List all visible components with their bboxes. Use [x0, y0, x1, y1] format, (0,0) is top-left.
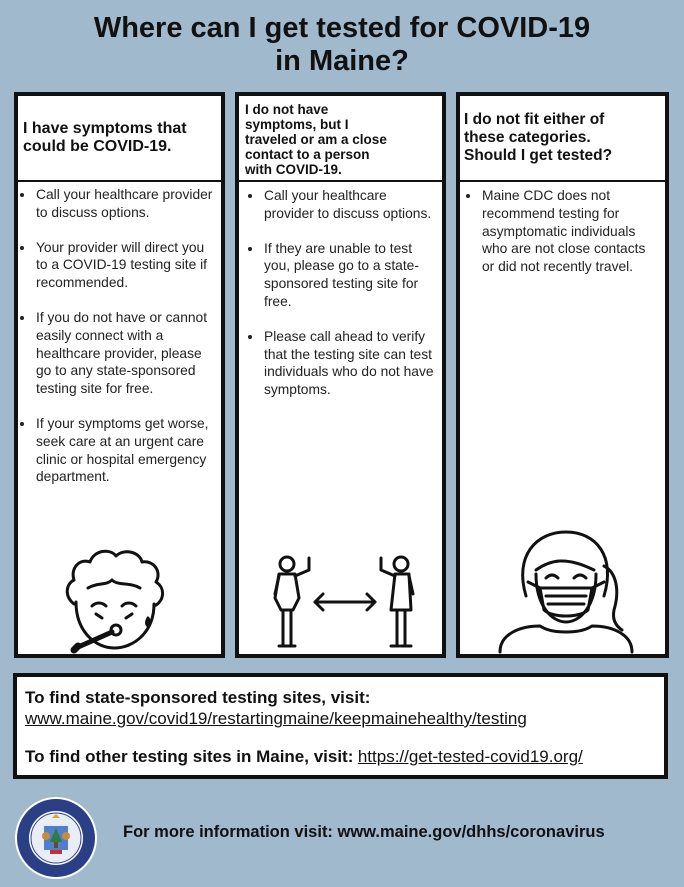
other-heading	[460, 96, 665, 182]
bullet-icon	[248, 247, 252, 251]
heading-line: Should I get tested?	[464, 147, 613, 164]
other-list	[460, 187, 665, 276]
bullet-icon	[248, 194, 252, 198]
list-item: If your symptoms get worse, seek care at an urgent care clinic or hospital emergency department.	[20, 415, 213, 486]
heading-line: with COVID-19.	[245, 162, 342, 177]
heading-line: I do not have	[245, 102, 329, 117]
list-item: Call your healthcare provider to discuss options.	[248, 187, 434, 223]
list-item: Maine CDC does not recommend testing for asymptomatic individuals who are not close contacts or did not recently travel.	[466, 187, 657, 276]
dhhs-seal-logo	[14, 796, 98, 880]
testing-sites-box	[13, 673, 668, 779]
contact-heading	[239, 96, 442, 182]
bullet-icon	[20, 422, 24, 426]
bullet-icon	[466, 194, 470, 198]
heading-line: I have symptoms that	[23, 120, 187, 137]
bullet-icon	[20, 316, 24, 320]
other-sites-link[interactable]: https://get-tested-covid19.org/	[357, 747, 583, 766]
state-sites-link[interactable]: www.maine.gov/covid19/restartingmaine/keepmainehealthy/testing	[25, 709, 527, 728]
heading-line: traveled or am a close	[245, 132, 387, 147]
heading-line: symptoms, but I	[245, 117, 349, 132]
other-sites-label: To find other testing sites in Maine, visit:	[25, 747, 354, 766]
more-info-text: For more information visit: www.maine.gov/dhhs/coronavirus	[123, 823, 605, 841]
list-item: Please call ahead to verify that the testing site can test individuals who do not have symptoms.	[248, 328, 434, 399]
bullet-icon	[20, 246, 24, 250]
symptoms-list	[18, 186, 221, 486]
heading-line: could be COVID-19.	[23, 138, 172, 155]
state-sites-label: To find state-sponsored testing sites, visit:	[25, 688, 371, 707]
title-line-1: Where can I get tested for COVID-19	[93, 12, 591, 44]
contact-list	[239, 187, 442, 399]
sick-child-thermometer-icon	[56, 544, 176, 654]
heading-line: I do not fit either of	[464, 111, 605, 128]
heading-line: these categories.	[464, 129, 591, 146]
title-line-2: in Maine?	[275, 45, 409, 77]
contact-column	[235, 92, 446, 658]
symptoms-column	[14, 92, 225, 658]
other-sites-row	[25, 746, 664, 767]
social-distancing-people-icon	[265, 550, 425, 654]
symptoms-heading	[18, 96, 221, 182]
bullet-icon	[248, 335, 252, 339]
list-item: Your provider will direct you to a COVID-19 testing site if recommended.	[20, 239, 213, 292]
list-item: If you do not have or cannot easily connect with a healthcare provider, please go to any state-sponsored testing site for free.	[20, 309, 213, 398]
page-title	[0, 12, 684, 78]
other-column	[456, 92, 669, 658]
list-item: Call your healthcare provider to discuss options.	[20, 186, 213, 222]
bullet-icon	[20, 193, 24, 197]
list-item: If they are unable to test you, please go to a state-sponsored testing site for free.	[248, 240, 434, 311]
heading-line: contact to a person	[245, 147, 370, 162]
masked-person-icon	[496, 526, 636, 654]
